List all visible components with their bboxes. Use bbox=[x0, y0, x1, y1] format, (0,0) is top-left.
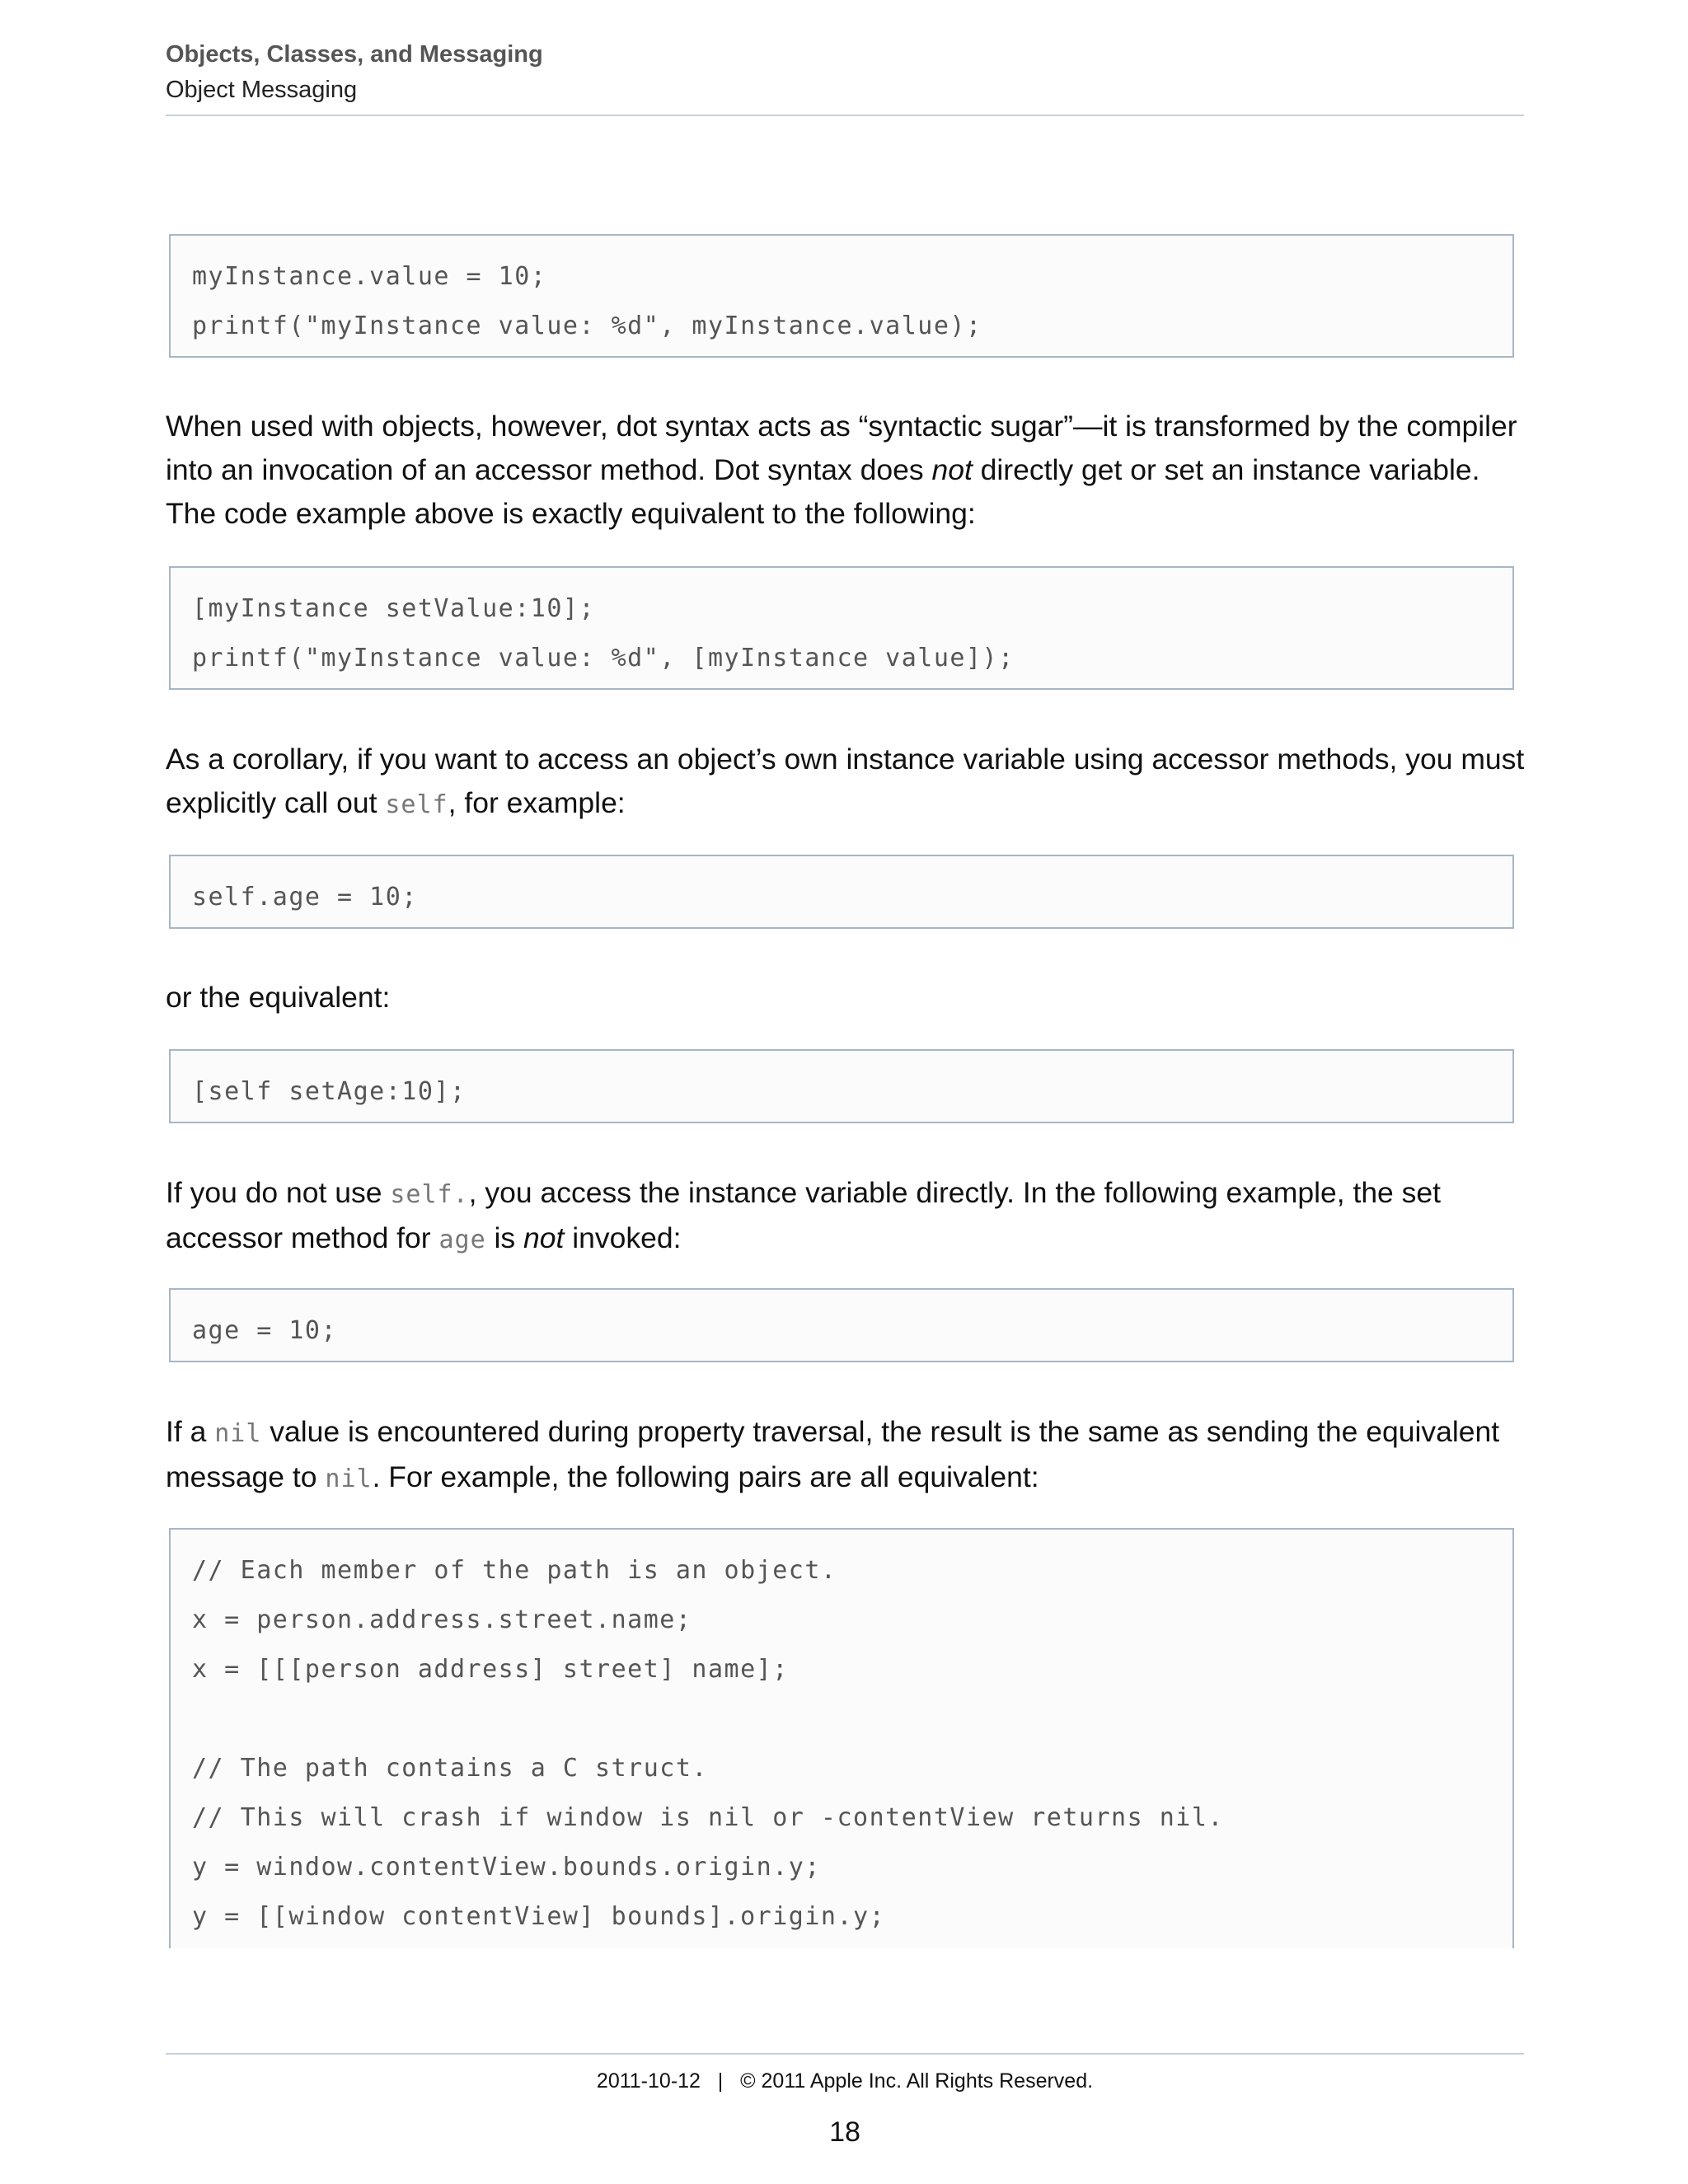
paragraph-text: As a corollary, if you want to access an object’s own instance variable using accessor methods, you must explicitly call out bbox=[166, 743, 1525, 819]
code-line: [myInstance setValue:10]; bbox=[192, 594, 596, 623]
inline-code: self bbox=[385, 790, 448, 819]
code-line: printf("myInstance value: %d", [myInstance value]); bbox=[192, 644, 1015, 673]
paragraph-direct-access bbox=[166, 1171, 1534, 1262]
paragraph-text: When used with objects, however, dot syntax acts as “syntactic sugar”—it is transformed by the compiler into an invocation of an accessor method. Dot syntax does bbox=[166, 410, 1517, 486]
footer-divider bbox=[166, 2053, 1524, 2055]
paragraph-corollary bbox=[166, 738, 1534, 827]
running-header bbox=[166, 36, 1524, 107]
code-line: age = 10; bbox=[192, 1316, 338, 1345]
paragraph-text: or the equivalent: bbox=[166, 981, 391, 1014]
paragraph-text: is bbox=[485, 1221, 524, 1254]
code-line: // Each member of the path is an object. bbox=[192, 1556, 837, 1585]
emphasis-text: not bbox=[931, 453, 973, 486]
inline-code: nil bbox=[325, 1465, 373, 1493]
footer-copyright-line bbox=[166, 2064, 1524, 2097]
inline-code: age bbox=[438, 1226, 486, 1254]
inline-code: self. bbox=[390, 1180, 469, 1209]
code-listing-equivalent-pairs bbox=[169, 1528, 1514, 1948]
paragraph-text: value is encountered during property traversal, the result is the same as sending the equivalent message to bbox=[166, 1415, 1500, 1493]
paragraph-text: , for example: bbox=[448, 786, 626, 819]
paragraph-text: If you do not use bbox=[166, 1176, 391, 1209]
paragraph-text: If a bbox=[166, 1415, 215, 1448]
section-title: Object Messaging bbox=[166, 77, 358, 103]
paragraph-equivalent bbox=[166, 976, 1534, 1019]
code-line: // This will crash if window is nil or -contentView returns nil. bbox=[192, 1803, 1224, 1832]
code-line: y = window.contentView.bounds.origin.y; bbox=[192, 1853, 821, 1882]
footer-date: 2011-10-12 bbox=[596, 2069, 701, 2093]
paragraph-text: . For example, the following pairs are all equivalent: bbox=[372, 1460, 1039, 1493]
code-listing-age-direct bbox=[169, 1288, 1514, 1362]
code-line: printf("myInstance value: %d", myInstance.value); bbox=[192, 312, 982, 340]
footer-copyright: © 2011 Apple Inc. All Rights Reserved. bbox=[740, 2069, 1094, 2093]
emphasis-text: not bbox=[523, 1221, 565, 1254]
paragraph-text: invoked: bbox=[564, 1221, 682, 1254]
paragraph-syntactic-sugar bbox=[166, 405, 1534, 536]
code-line: self.age = 10; bbox=[192, 883, 418, 912]
code-line: myInstance.value = 10; bbox=[192, 262, 547, 291]
inline-code: nil bbox=[214, 1419, 262, 1448]
page-number: 18 bbox=[829, 2116, 860, 2148]
paragraph-text: directly get or set an instance variable. The code example above is exactly equivalent to the following: bbox=[166, 453, 1480, 530]
paragraph-nil-traversal bbox=[166, 1410, 1534, 1501]
code-line: x = person.address.street.name; bbox=[192, 1605, 692, 1634]
code-line: [self setAge:10]; bbox=[192, 1077, 467, 1106]
code-line: // The path contains a C struct. bbox=[192, 1754, 708, 1783]
paragraph-text: , you access the instance variable directly. In the following example, the set accessor method for bbox=[166, 1176, 1442, 1254]
code-listing-accessor-equivalent bbox=[169, 566, 1514, 690]
code-line bbox=[192, 1694, 1491, 1744]
code-listing-dot-syntax bbox=[169, 234, 1514, 358]
code-line: y = [[window contentView] bounds].origin.y; bbox=[192, 1902, 886, 1931]
code-listing-set-age bbox=[169, 1049, 1514, 1123]
code-listing-self-age bbox=[169, 855, 1514, 929]
code-line: x = [[[person address] street] name]; bbox=[192, 1655, 789, 1684]
footer-separator: | bbox=[717, 2069, 724, 2093]
header-divider bbox=[166, 115, 1524, 116]
chapter-title: Objects, Classes, and Messaging bbox=[166, 41, 543, 68]
